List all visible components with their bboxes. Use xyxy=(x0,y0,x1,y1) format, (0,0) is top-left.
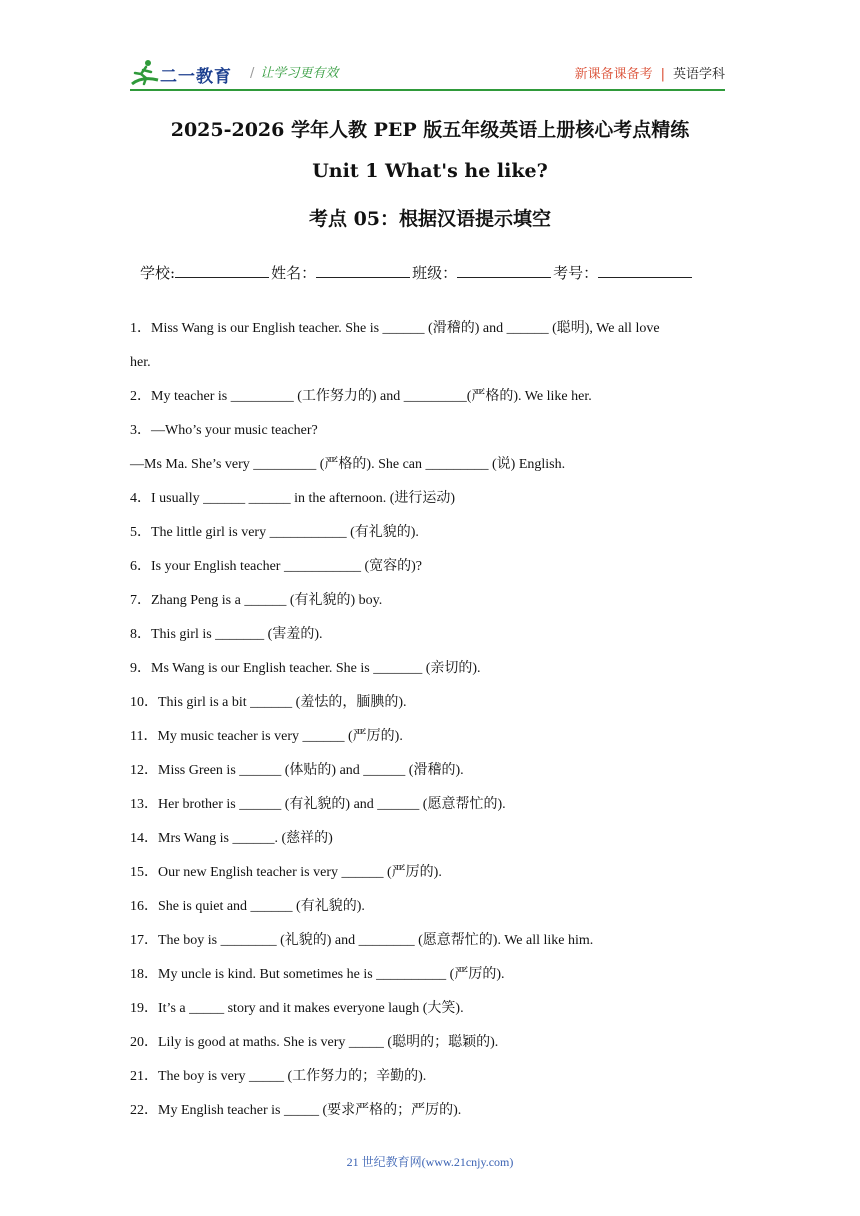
question-line: 16．She is quiet and ______ (有礼貌的). xyxy=(130,899,365,914)
header-subject: 英语学科 xyxy=(672,67,725,82)
question-line: 9．Ms Wang is our English teacher. She is _______ (亲切的). xyxy=(130,661,481,676)
question-line: 21．The boy is very _____ (工作努力的；辛勤的). xyxy=(130,1069,427,1084)
logo-text: 二一教育 xyxy=(160,67,232,87)
class-label: 班级： xyxy=(412,264,458,282)
question-line: 14．Mrs Wang is ______. (慈祥的) xyxy=(130,831,333,846)
number-label: 考号： xyxy=(553,264,599,282)
question-line: —Ms Ma. She’s very _________ (严格的). She can _________ (说) English. xyxy=(130,457,566,472)
page-header xyxy=(130,54,725,90)
runner-icon xyxy=(130,58,160,88)
question-line: 10．This girl is a bit ______ (羞怯的，腼腆的). xyxy=(130,695,407,710)
document-title: 2025-2026 学年人教 PEP 版五年级英语上册核心考点精练 xyxy=(170,119,690,141)
question-line: her. xyxy=(130,355,151,370)
class-blank[interactable] xyxy=(457,263,551,278)
slogan xyxy=(250,62,338,81)
student-info-row xyxy=(140,262,694,283)
school-blank[interactable] xyxy=(175,263,269,278)
unit-title: Unit 1 What's he like? xyxy=(312,160,548,182)
question-line: 8．This girl is _______ (害羞的). xyxy=(130,627,323,642)
question-line: 3．—Who’s your music teacher? xyxy=(130,423,318,438)
name-blank[interactable] xyxy=(316,263,410,278)
slogan-text: 让学习更有效 xyxy=(260,66,339,81)
question-line: 11．My music teacher is very ______ (严厉的). xyxy=(130,729,403,744)
header-right xyxy=(575,63,725,82)
number-blank[interactable] xyxy=(598,263,692,278)
slogan-slash: / xyxy=(250,66,255,81)
topic-title: 考点 05：根据汉语提示填空 xyxy=(308,208,552,230)
question-line: 15．Our new English teacher is very ______ (严厉的). xyxy=(130,865,442,880)
page-footer: 21 世纪教育网(www.21cnjy.com) xyxy=(346,1155,514,1169)
question-line: 5．The little girl is very ___________ (有礼貌的). xyxy=(130,525,419,540)
question-line: 2．My teacher is _________ (工作努力的) and _________(严格的). We like her. xyxy=(130,389,592,404)
name-label: 姓名： xyxy=(271,264,317,282)
question-line: 13．Her brother is ______ (有礼貌的) and ______ (愿意帮忙的). xyxy=(130,797,506,812)
logo xyxy=(130,58,242,88)
question-list xyxy=(130,312,725,1128)
question-line: 4．I usually ______ ______ in the afternoon. (进行运动) xyxy=(130,491,456,506)
header-separator: | xyxy=(660,67,665,82)
question-line: 1．Miss Wang is our English teacher. She is ______ (滑稽的) and ______ (聪明), We all love xyxy=(130,321,660,336)
question-line: 18．My uncle is kind. But sometimes he is __________ (严厉的). xyxy=(130,967,505,982)
question-line: 7．Zhang Peng is a ______ (有礼貌的) boy. xyxy=(130,593,383,608)
question-line: 6．Is your English teacher ___________ (宽容的)? xyxy=(130,559,422,574)
header-course-label: 新课备课备考 xyxy=(574,67,653,82)
question-line: 17．The boy is ________ (礼貌的) and ________ (愿意帮忙的). We all like him. xyxy=(130,933,594,948)
question-line: 20．Lily is good at maths. She is very _____ (聪明的；聪颖的). xyxy=(130,1035,499,1050)
question-line: 12．Miss Green is ______ (体贴的) and ______ (滑稽的). xyxy=(130,763,464,778)
school-label: 学校: xyxy=(140,264,176,282)
header-divider xyxy=(130,89,725,91)
question-line: 22．My English teacher is _____ (要求严格的；严厉的). xyxy=(130,1103,462,1118)
question-line: 19．It’s a _____ story and it makes everyone laugh (大笑). xyxy=(130,1001,464,1016)
